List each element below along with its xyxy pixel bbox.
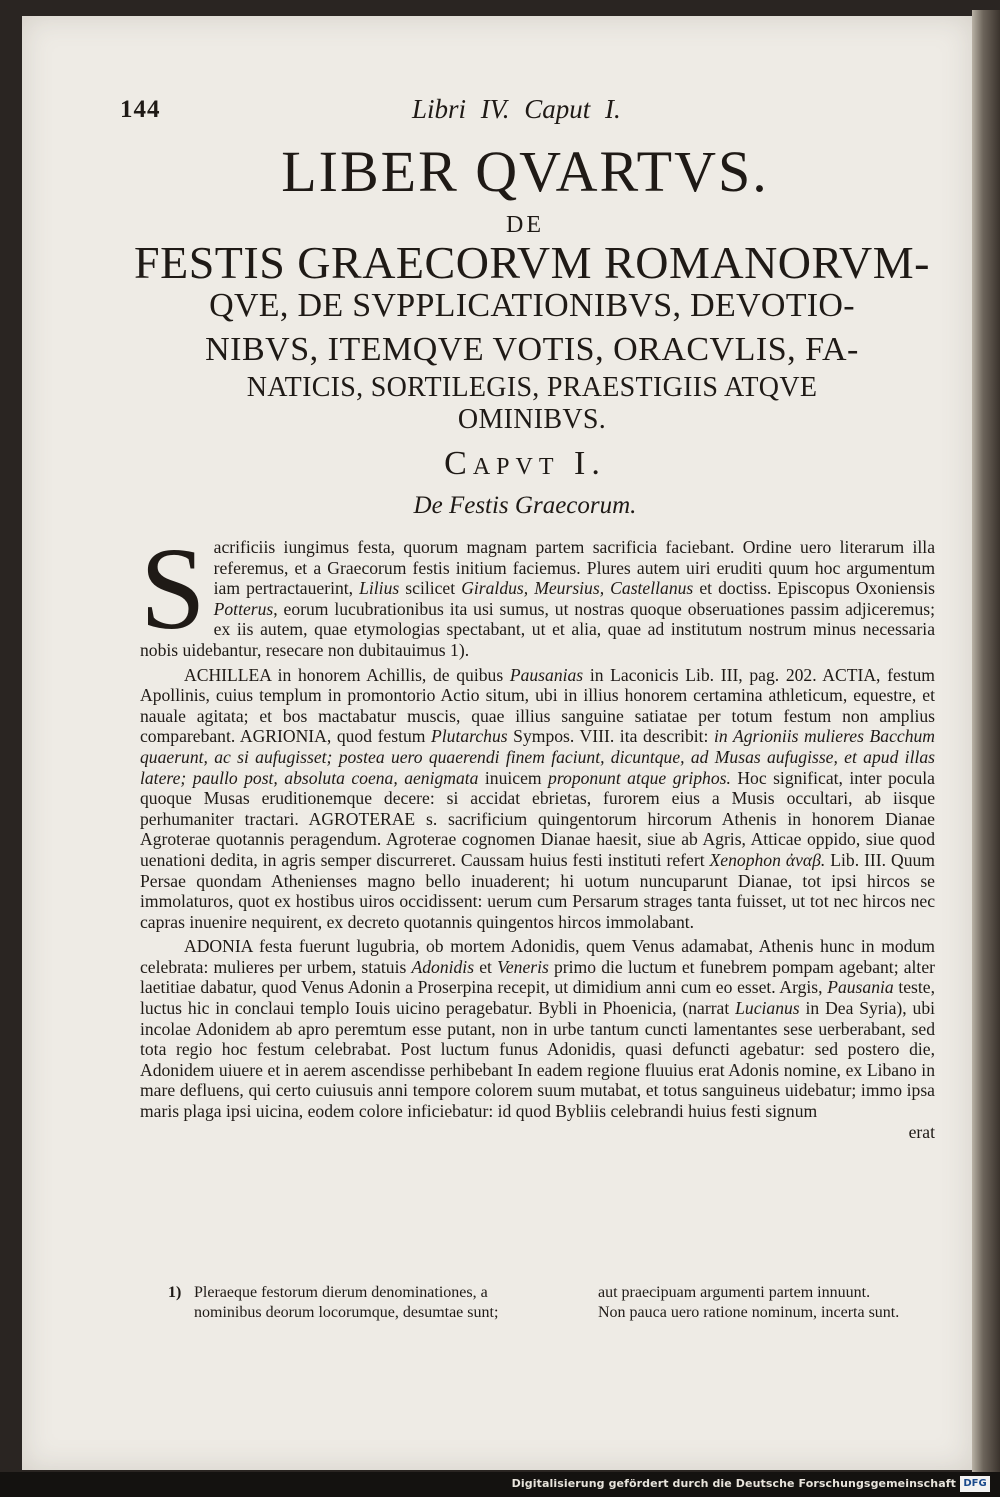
author-name: Lucianus [735,998,800,1019]
footnote-marker: 1) [168,1284,182,1301]
page-number: 144 [120,96,161,123]
text-run: Lib. III. Quum Persae quondam Athenienses magno bello inuaderent; hi uotum nuncuparunt Dianae, tot ipsi hircos se immolaturos, quot ex hostibus uiros occidissent: uerum cum Persarum strages tanta fuisset, ut tot nec hircos nec capras inuenire nequirent, ex decreto quotannis quingentos hircos immolabant. [140,849,935,932]
text-run: primo die luctum et funebrem pompam agebant; alter laetitiae dabatur, quod Venus Adonin a Proserpina recepit, ut dimidium anni cum eo esset. Argis, [140,956,935,998]
footnote-left-column [168,1283,558,1323]
subtitle-line: NATICIS, SORTILEGIS, PRAESTIGIIS ATQVE [246,372,818,403]
subtitle-line: OMINIBVS. [457,404,607,435]
running-head [120,96,920,136]
text-run: scilicet [399,578,462,599]
paragraph-adonia [140,936,935,1121]
catchword: erat [908,1121,935,1142]
footnote-text: nominibus deorum locorumque, desumtae sunt; [194,1304,499,1321]
paragraph-achillea [140,665,935,933]
text-run: et [474,956,498,977]
name-italic: Adonidis [411,956,475,977]
author-name: Potterus [213,598,274,619]
text-run: ADONIA festa fuerunt lugubria, ob mortem Adonidis, quem Venus adamabat, Athenis hunc in modum celebrata: mulieres per urbem, statuis [140,936,935,977]
paragraph-intro [140,523,935,661]
quotation: proponunt atque griphos. [548,767,731,788]
subtitle [132,237,932,436]
author-name: Giraldus, Meursius, Castellanus [461,578,694,599]
drop-cap: S [140,523,206,654]
subtitle-line: QVE, DE SVPPLICATIONIBVS, DEVOTIO- [209,287,855,324]
footnote-text: Non pauca uero ratione nominum, incerta sunt. [598,1304,900,1321]
footnote-text: aut praecipuam argumenti partem innuunt. [598,1284,871,1301]
footnote-line [168,1303,558,1323]
footnote-right-column [598,1283,938,1323]
page-edge [972,10,1000,1472]
text-run: et doctiss. Episcopus Oxoniensis [693,578,935,599]
dfg-logo: DFG [960,1476,990,1492]
author-name: Lilius [359,578,400,599]
running-title: Libri IV. Caput I. [412,94,621,124]
footnote-text: Pleraeque festorum dierum denominationes, a [194,1284,488,1301]
footnote-line [168,1283,558,1303]
subtitle-line: NIBVS, ITEMQVE VOTIS, ORACVLIS, FA- [205,331,859,368]
author-name: Pausania [827,977,894,998]
text-run: acrificiis iungimus festa, quorum magnam partem sacrificia faciebant. Ordine uero literarum illa referemus, et a Graecorum festis initium faciemus. Plures autem uiri eruditi quum hoc argumentum iam pertractauerint, [213,537,935,599]
name-italic: Veneris [497,956,549,977]
author-name: Plutarchus [431,726,508,747]
text-run: , eorum lucubrationibus ita usi sumus, ut nostras quoque obseruationes passim adjiceremus; ex iis autem, quae etymologias spectabant, ut et alia, quae ad institutum nostrum minus necessaria nobis uidebantur, resecare non dubitauimus 1). [140,598,935,660]
title-de: DE [506,212,544,238]
text-run: in Laconicis Lib. III, pag. 202. ACTIA, festum Apollinis, cuius templum in promontorio Actio situm, ubi in illius honorem certamina athleticum, equestre, et nauale agitata; et bos mactabatur muscis, quae illius sanguine satiatae per totum festum non amplius comparebant. AGRIONIA, quod festum [140,664,935,747]
text-run: inuicem [478,767,549,788]
book-title: LIBER QVARTVS. [281,139,769,204]
section-title: De Festis Graecorum. [413,492,637,519]
funding-credit: Digitalisierung gefördert durch die Deutsche Forschungsgemeinschaft [511,1477,956,1490]
text-run: in Dea Syria), ubi incolae Adonidem ab apro peremtum esse putant, non in urbe tantum cuncti lamentantes sese uerberabant, sed tota regio hoc festum celebrabat. Post luctum funus Adonidis, quasi defuncti agebatur: sed postero die, Adonidem uiuere et in aerem ascendisse perhibebant In eadem regione fluuius erat Adonis nomine, ex Libano in mare defluens, qui certo cuiusuis anni tempore colorem suum mutabat, et totus sanguineus uidebatur; immo ipsa maris plaga ipsi uicina, eodem colore inficiebatur: id quod Bybliis celebrandi huius festi signum [140,998,936,1122]
author-name: Pausanias [509,664,584,685]
text-run: Sympos. VIII. ita describit: [507,726,715,747]
author-name: Xenophon [709,849,781,870]
body-text [140,523,936,1142]
text-run: teste, luctus hic in conclaui templo Iouis uicino peragebatur. Bybli in Phoenicia, (narrat [140,977,935,1019]
chapter-title: Capvt I. [444,445,606,482]
text-run: Hoc significat, inter pocula quoque Musas eruditionemque decere: si accidat ebrietas, furorem eius a Musis occultari, ab iisque perhumaniter tractari. AGROTERAE s. sacrificium quingentorum hircorum Athenis in honorem Dianae Agroterae quotannis peragendum. Agroterae cognomen Dianae haesit, siue ab Agris, Atticae oppido, siue quod uenationi dedita, in agris semper discurreret. Caussam huius festi instituti refert [140,767,935,870]
text-run: ACHILLEA in honorem Achillis, de quibus [184,664,510,685]
quotation: in Agrioniis mulieres Bacchum quaerunt, ac si aufugisset; postea uero quaerendi finem faciunt, dicuntque, ad Musas aufugisse, et apud illas latere; paullo post, absoluta coena, aenigmata [140,726,936,788]
greek-abbrev: ἀναβ. [785,849,826,870]
subtitle-line: FESTIS GRAECORVM ROMANORVM- [134,237,930,288]
